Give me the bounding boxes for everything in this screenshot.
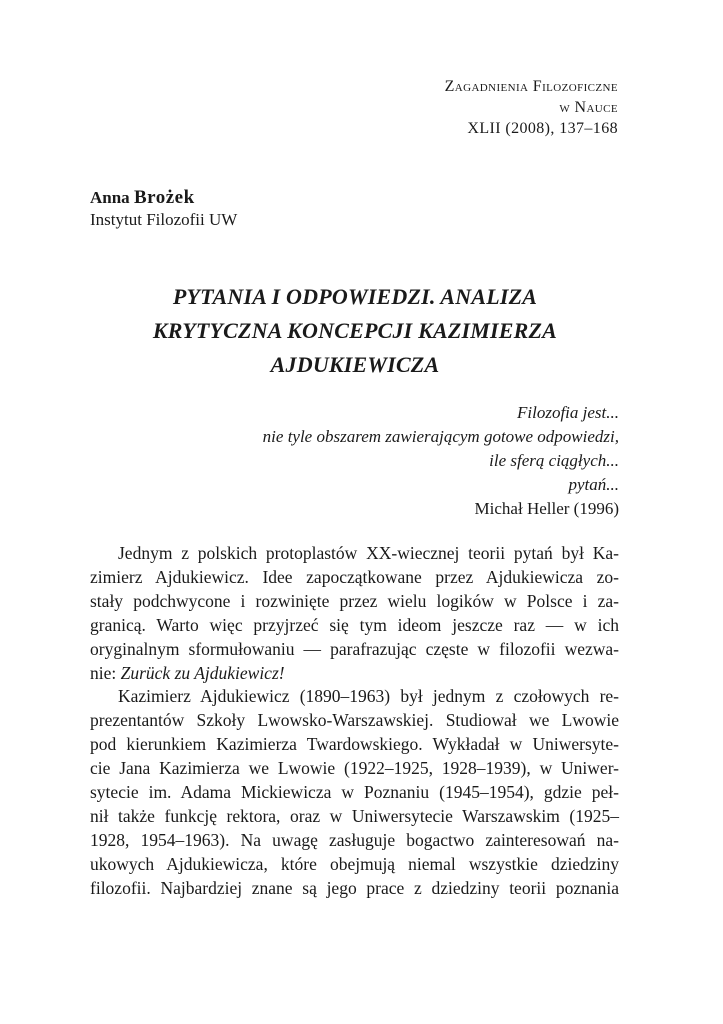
author-surname: Brożek xyxy=(133,187,195,208)
epigraph-attribution: Michał Heller (1996) xyxy=(474,499,619,518)
text-line: pod kierunkiem Kazimierza Twardowskiego. Wykładał w Uniwersyte- xyxy=(90,734,619,755)
text-line: filozofii. Najbardziej znane są jego prace z dziedziny teorii poznania xyxy=(90,877,619,898)
text-line: oryginalnym sformułowaniu — parafrazując częste w filozofii wezwa- xyxy=(90,638,619,659)
journal-volume: XLII (2008), 137–168 xyxy=(467,120,618,137)
journal-header xyxy=(445,76,618,139)
text-line: prezentantów Szkoły Lwowsko-Warszawskiej. Studiował we Lwowie xyxy=(90,710,619,731)
epigraph-line: pytań... xyxy=(568,475,619,494)
text-line: sytecie im. Adama Mickiewicza w Poznaniu (1945–1954), gdzie peł- xyxy=(90,782,619,803)
journal-name-line2: w Nauce xyxy=(559,99,618,116)
italic-phrase: Zurück zu Ajdukiewicz! xyxy=(120,662,285,683)
author-block xyxy=(90,187,237,231)
author-affiliation: Instytut Filozofii UW xyxy=(90,210,238,229)
epigraph-line: Filozofia jest... xyxy=(517,403,619,422)
body-text xyxy=(90,542,619,901)
journal-name-line1: Zagadnienia Filozoficzne xyxy=(444,78,618,95)
title-line: AJDUKIEWICZA xyxy=(270,352,440,377)
epigraph-line: ile sferą ciągłych... xyxy=(489,451,619,470)
text-line: cie Jana Kazimierza we Lwowie (1922–1925, 1928–1939), w Uniwer- xyxy=(90,758,619,779)
text-line: stały podchwycone i rozwinięte przez wielu logików w Polsce i za- xyxy=(90,590,619,611)
epigraph xyxy=(263,401,619,521)
paragraph-1 xyxy=(90,542,619,685)
text-fragment: nie: xyxy=(90,662,121,683)
title-line: KRYTYCZNA KONCEPCJI KAZIMIERZA xyxy=(152,318,558,343)
text-line: ukowych Ajdukiewicza, które obejmują niemal wszystkie dziedziny xyxy=(90,853,619,874)
text-line xyxy=(90,662,619,686)
paper-title xyxy=(90,280,620,382)
text-line: granicą. Warto więc przyjrzeć się tym ideom jeszcze raz — w ich xyxy=(90,614,619,635)
text-line: Jednym z polskich protoplastów XX-wiecznej teorii pytań był Ka- xyxy=(118,543,619,563)
text-line: nił także funkcję rektora, oraz w Uniwersytecie Warszawskim (1925– xyxy=(90,805,619,826)
author-name xyxy=(90,187,237,209)
paragraph-2 xyxy=(90,685,619,900)
text-line: zimierz Ajdukiewicz. Idee zapoczątkowane przez Ajdukiewicza zo- xyxy=(90,566,619,587)
author-first-name: Anna xyxy=(90,188,130,207)
title-line: PYTANIA I ODPOWIEDZI. ANALIZA xyxy=(172,284,538,309)
text-line: 1928, 1954–1963). Na uwagę zasługuje bogactwo zainteresowań na- xyxy=(90,829,619,850)
epigraph-line: nie tyle obszarem zawierającym gotowe odpowiedzi, xyxy=(262,427,619,446)
text-line: Kazimierz Ajdukiewicz (1890–1963) był jednym z czołowych re- xyxy=(118,686,619,707)
